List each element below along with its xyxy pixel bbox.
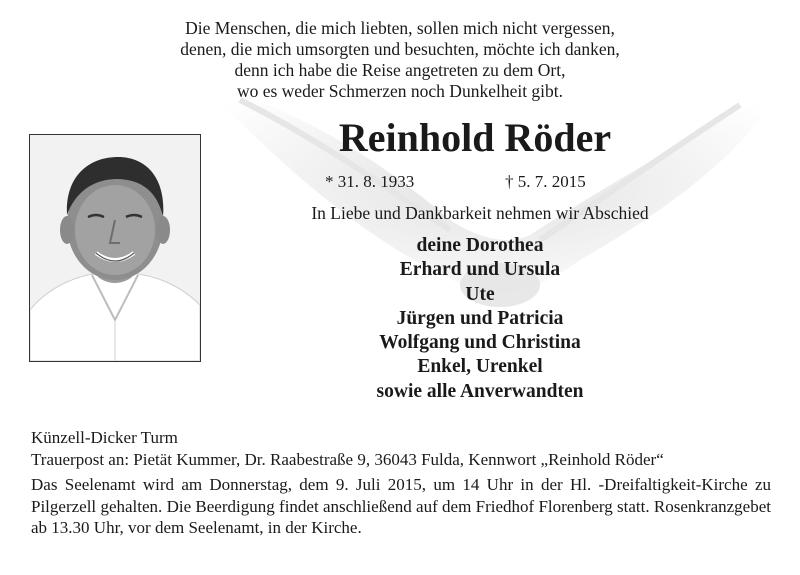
death-date: † 5. 7. 2015 <box>505 172 586 191</box>
deceased-name: Reinhold Röder <box>338 115 612 160</box>
poem-line: denen, die mich umsorgten und besuchten, möchte ich danken, <box>180 39 620 59</box>
mourner-entry: deine Dorothea <box>416 235 544 256</box>
poem <box>60 18 740 102</box>
farewell-line: In Liebe und Dankbarkeit nehmen wir Abschied <box>311 203 649 223</box>
footer <box>31 427 771 539</box>
mourners-list <box>240 234 720 404</box>
poem-line: denn ich habe die Reise angetreten zu dem Ort, <box>234 60 566 80</box>
location-text: Künzell-Dicker Turm <box>31 428 178 447</box>
mourner-entry: Jürgen und Patricia <box>396 307 564 329</box>
service-info-text: Das Seelenamt wird am Donnerstag, dem 9. Juli 2015, um 14 Uhr in der Hl. -Dreifaltigkeit-Kirche zu Pilgerzell gehalten. Die Beerdigung findet anschließend auf dem Friedhof Florenberg statt. Rosenkranzgebet ab 13.30 Uhr, vor dem Seelenamt, in der Kirche. <box>31 475 771 537</box>
poem-line: Die Menschen, die mich liebten, sollen mich nicht vergessen, <box>185 18 615 38</box>
mail-address-text: Trauerpost an: Pietät Kummer, Dr. Raabestraße 9, 36043 Fulda, Kennwort „Reinhold Röder“ <box>31 449 664 469</box>
portrait-image <box>30 135 200 361</box>
mourner-entry: Erhard und Ursula <box>399 259 561 281</box>
mourner-entry: Enkel, Urenkel <box>417 356 543 378</box>
birth-date: * 31. 8. 1933 <box>325 172 415 191</box>
poem-line: wo es weder Schmerzen noch Dunkelheit gibt. <box>236 81 564 101</box>
portrait-photo <box>29 134 201 362</box>
mourner-entry: Wolfgang und Christina <box>379 332 581 354</box>
mourner-entry: Ute <box>465 283 495 305</box>
mourner-entry: sowie alle Anverwandten <box>376 380 584 402</box>
